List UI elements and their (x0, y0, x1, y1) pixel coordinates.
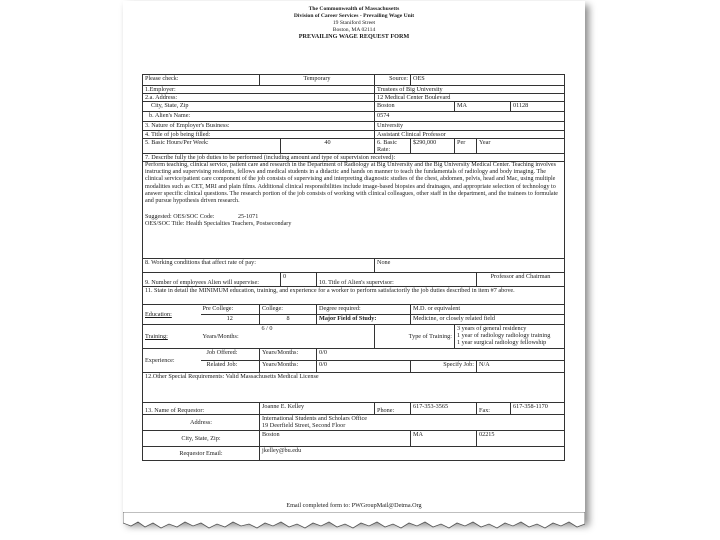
row-other-requirements (143, 373, 565, 403)
nature-label: 3. Nature of Employer's Business: (143, 122, 375, 131)
torn-edge (123, 512, 585, 532)
row-education-2 (143, 315, 565, 325)
other-requirements[interactable]: 12.Other Special Requirements: Valid Massachusetts Medical License (143, 373, 565, 403)
row-experience-1 (143, 349, 565, 361)
specify-job-label: Specify Job: (411, 361, 477, 373)
college-label: College: (260, 305, 317, 315)
rate-label: 6. Basic Rate: (375, 139, 411, 154)
fax-label: Fax: (477, 403, 511, 415)
rate-value[interactable]: $290,000 (411, 139, 455, 154)
req-address-label: Address: (143, 415, 260, 431)
training-label: Training: (145, 333, 168, 340)
request-form-table (142, 74, 565, 461)
pre-college-value[interactable]: 12 (201, 315, 260, 325)
suggested-code-value: 25-1071 (237, 214, 259, 221)
working-conditions-value[interactable]: None (375, 259, 565, 273)
alien-name-value[interactable]: 0574 (375, 112, 565, 122)
header-commonwealth: The Commonwealth of Massachusetts (308, 6, 400, 12)
degree-label: Degree required: (317, 305, 411, 315)
phone-value[interactable]: 617-353-3565 (411, 403, 477, 415)
related-job-value[interactable]: 0/0 (317, 361, 411, 373)
row-city-state-zip (143, 102, 565, 112)
requestor-label: 13. Name of Requestor: (143, 403, 260, 415)
job-offered-years-label: Years/Months: (260, 349, 317, 361)
req-csz-label: City, State, Zip: (143, 431, 260, 447)
training-years-value[interactable]: 6 / 0 (260, 325, 375, 349)
per-label: Per (455, 139, 477, 154)
row-nature (143, 122, 565, 131)
related-job-years-label: Years/Months: (260, 361, 317, 373)
header-street: 19 Staniford Street (332, 20, 376, 26)
suggested-code-label: Suggested: OES/SOC Code: (145, 214, 215, 221)
header-city: Boston, MA 02114 (332, 27, 376, 33)
job-offered-label: Job Offered: (201, 349, 260, 361)
form-title: PREVAILING WAGE REQUEST FORM (298, 33, 410, 40)
job-title-label: 4. Title of job being filled: (143, 131, 375, 139)
college-value[interactable]: 8 (260, 315, 317, 325)
header-division: Division of Career Services - Prevailing Wage Unit (293, 13, 415, 19)
hours-label: 5. Basic Hours/Per Week: (143, 139, 281, 154)
row-working-conditions (143, 259, 565, 273)
row-describe (143, 154, 565, 162)
fax-value[interactable]: 617-358-1170 (511, 403, 565, 415)
training-years-label: Years/Months: (201, 325, 260, 349)
nature-value[interactable]: University (375, 122, 565, 131)
req-email-value[interactable]: jkelley@bu.edu (260, 447, 565, 461)
related-job-label: Related Job: (201, 361, 260, 373)
job-duties-text[interactable]: Perform teaching, clinical service, patient care and research in the Department of Radiology at Big University and the Big University Medical Center. Teaching involves instructing and supervising residents, fellows and medical students in a didactic and hands on manner to teach the fundamentals of radiology and body imaging. The clinical service/patient care component of the job consists of supervising and interpreting diagnostic studies of the chest, abdomen, pelvis, head and Mac, using multiple modalities such as CET, MRI and plain films. Additional clinical responsibilities include image-based biopsies and drainages, and appropriate selection of technology to answer specific clinical questions. The research portion of the job consists of working with clinical colleagues, other staff in the department, and the trainees to formulate and pursue hypothesis driven research. (145, 162, 559, 205)
major-label: Major Field of Study: (317, 315, 411, 325)
row-education-1 (143, 305, 565, 315)
specify-job-value[interactable]: N/A (477, 361, 565, 373)
num-employees-label: 9. Number of employees Alien will supervise: (143, 273, 281, 287)
row-supervise (143, 273, 565, 287)
req-state-value[interactable]: MA (411, 431, 477, 447)
req-email-label: Requestor Email: (143, 447, 260, 461)
csz-label: City, State, Zip (143, 102, 375, 112)
address-label: 2.a. Address: (143, 94, 375, 102)
oes-title: OES/SOC Title: Health Specialties Teachers, Postsecondary (145, 221, 292, 228)
hours-value[interactable]: 40 (281, 139, 375, 154)
state-detail-label: 11. State in detail the MINIMUM education, training, and experience for a worker to perform satisfactorily the job duties described in item #7 above. (143, 287, 565, 305)
supervisor-value[interactable]: Professor and Chairman (477, 273, 565, 287)
row-duties (143, 162, 565, 259)
training-line-1[interactable]: 3 years of general residency (457, 325, 527, 332)
row-req-csz (143, 431, 565, 447)
working-conditions-label: 8. Working conditions that affect rate of pay: (143, 259, 375, 273)
row-employer (143, 86, 565, 94)
num-employees-value[interactable]: 0 (281, 273, 317, 287)
state-value[interactable]: MA (455, 102, 511, 112)
experience-label: Experience: (143, 349, 201, 373)
row-req-address (143, 415, 565, 431)
row-req-email (143, 447, 565, 461)
education-label: Education: (145, 311, 172, 318)
degree-value[interactable]: M.D. or equivalent (411, 305, 565, 315)
requestor-value[interactable]: Joanne E. Kelley (260, 403, 375, 415)
pre-college-label: Pre College: (201, 305, 260, 315)
please-check-label: Please check: (143, 75, 260, 86)
req-address-line-2[interactable]: 19 Deerfield Street, Second Floor (262, 422, 346, 429)
major-value[interactable]: Medicine, or closely related field (411, 315, 565, 325)
employer-label: 1.Employer: (143, 86, 375, 94)
training-line-3[interactable]: 1 year surgical radiology fellowship (457, 339, 547, 346)
row-address (143, 94, 565, 102)
address-value[interactable]: 12 Medical Center Boulevard (375, 94, 565, 102)
job-offered-value[interactable]: 0/0 (317, 349, 565, 361)
req-city-value[interactable]: Boston (260, 431, 411, 447)
supervisor-label: 10. Title of Alien's supervisor: (317, 273, 477, 287)
row-job-title (143, 131, 565, 139)
email-instruction: Email completed form to: PWGroupMail@Detma.Org (286, 502, 422, 509)
type-training-label: Type of Training: (375, 325, 455, 349)
req-address-line-1[interactable]: International Students and Scholars Office (262, 415, 368, 422)
source-value[interactable]: OES (411, 75, 565, 86)
row-requestor (143, 403, 565, 415)
job-title-value[interactable]: Assistant Clinical Professor (375, 131, 565, 139)
employer-value[interactable]: Trustees of Big University (375, 86, 565, 94)
phone-label: Phone: (375, 403, 411, 415)
req-zip-value[interactable]: 02215 (477, 431, 565, 447)
row-please-check (143, 75, 565, 86)
row-training (143, 325, 565, 349)
row-experience-2 (143, 361, 565, 373)
city-value[interactable]: Boston (375, 102, 455, 112)
row-state-detail (143, 287, 565, 305)
alien-name-label: b. Alien's Name: (143, 112, 375, 122)
row-hours-rate (143, 139, 565, 154)
row-alien-name (143, 112, 565, 122)
per-value[interactable]: Year (477, 139, 565, 154)
source-label: Source: (375, 75, 411, 86)
please-check-value[interactable]: Temporary (260, 75, 375, 86)
form-page (123, 1, 585, 522)
zip-value[interactable]: 01128 (511, 102, 565, 112)
describe-label: 7. Describe fully the job duties to be performed (including amount and type of supervision received): (143, 154, 565, 162)
training-line-2[interactable]: 1 year of radiology radiology training (457, 332, 551, 339)
